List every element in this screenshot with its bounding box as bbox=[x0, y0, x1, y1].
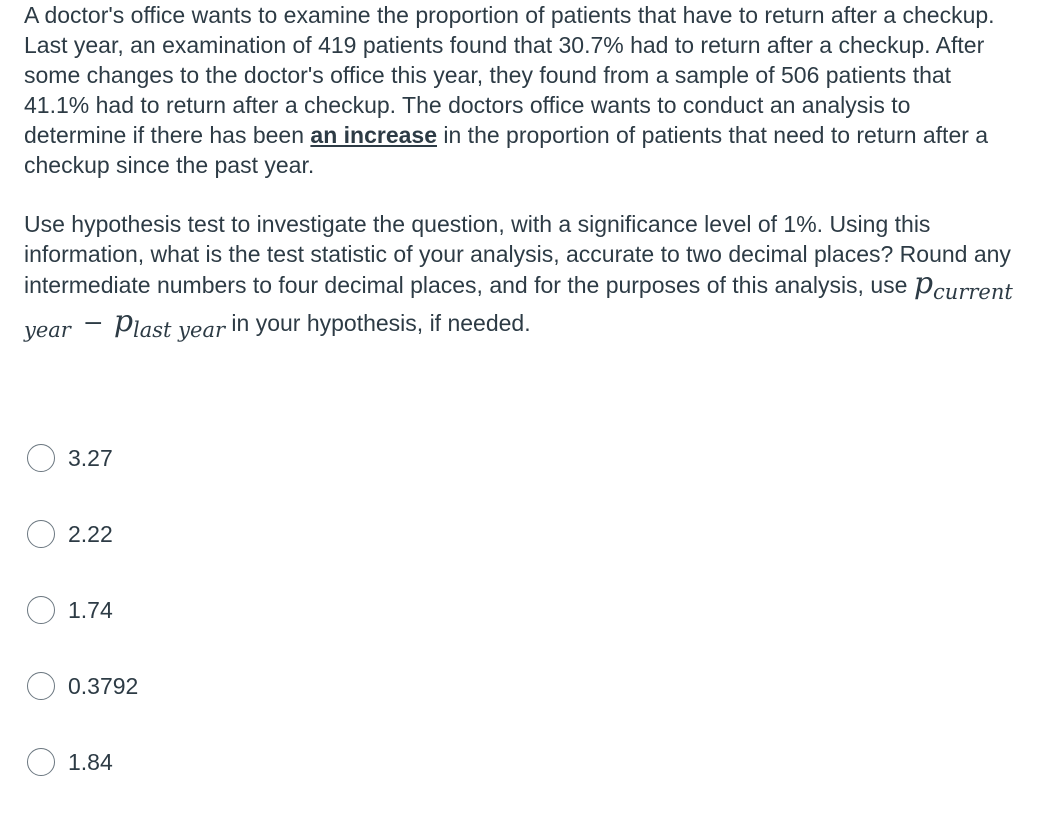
radio-button[interactable] bbox=[27, 596, 55, 624]
p-current-subscript: current year bbox=[24, 280, 1013, 342]
answer-options bbox=[27, 438, 138, 818]
radio-button[interactable] bbox=[27, 520, 55, 548]
emphasis-increase: an increase bbox=[310, 122, 437, 148]
answer-option[interactable] bbox=[27, 742, 138, 818]
answer-label[interactable]: 3.27 bbox=[68, 445, 113, 471]
question-text-part-2: in the proportion of patients that need to return after a checkup since the past year. bbox=[24, 122, 989, 178]
radio-button[interactable] bbox=[27, 444, 55, 472]
p-last-subscript: last year bbox=[133, 318, 226, 342]
question-text-part-3: Use hypothesis test to investigate the question, with a significance level of 1%. Using this information, what is the test statistic of your analysis, accurate to two decimal places? Round any intermediate numbers to four decimal places, and for the purposes of this analysis, use bbox=[24, 211, 1011, 298]
p-last-symbol: p bbox=[113, 304, 134, 339]
radio-button[interactable] bbox=[27, 672, 55, 700]
question-text bbox=[24, 0, 1014, 345]
answer-label[interactable]: 0.3792 bbox=[68, 673, 139, 699]
answer-label[interactable]: 1.84 bbox=[68, 749, 113, 775]
answer-option[interactable] bbox=[27, 438, 138, 514]
radio-button[interactable] bbox=[27, 748, 55, 776]
question-paragraph-2 bbox=[24, 209, 1014, 345]
answer-label[interactable]: 1.74 bbox=[68, 597, 113, 623]
answer-option[interactable] bbox=[27, 590, 138, 666]
answer-label[interactable]: 2.22 bbox=[68, 521, 113, 547]
question-paragraph-1 bbox=[24, 0, 1014, 180]
p-current-symbol: p bbox=[913, 266, 934, 301]
minus-sign: − bbox=[82, 308, 104, 337]
answer-option[interactable] bbox=[27, 666, 138, 742]
question-text-part-4: in your hypothesis, if needed. bbox=[225, 310, 531, 336]
question-text-part-1: A doctor's office wants to examine the proportion of patients that have to return after a checkup. Last year, an examination of 419 patients found that 30.7% had to return after a checkup. After some changes to the doctor's office this year, they found from a sample of 506 patients that 41.1% had to return after a checkup. The doctors office wants to conduct an analysis to determine if there has been bbox=[24, 2, 995, 148]
answer-option[interactable] bbox=[27, 514, 138, 590]
